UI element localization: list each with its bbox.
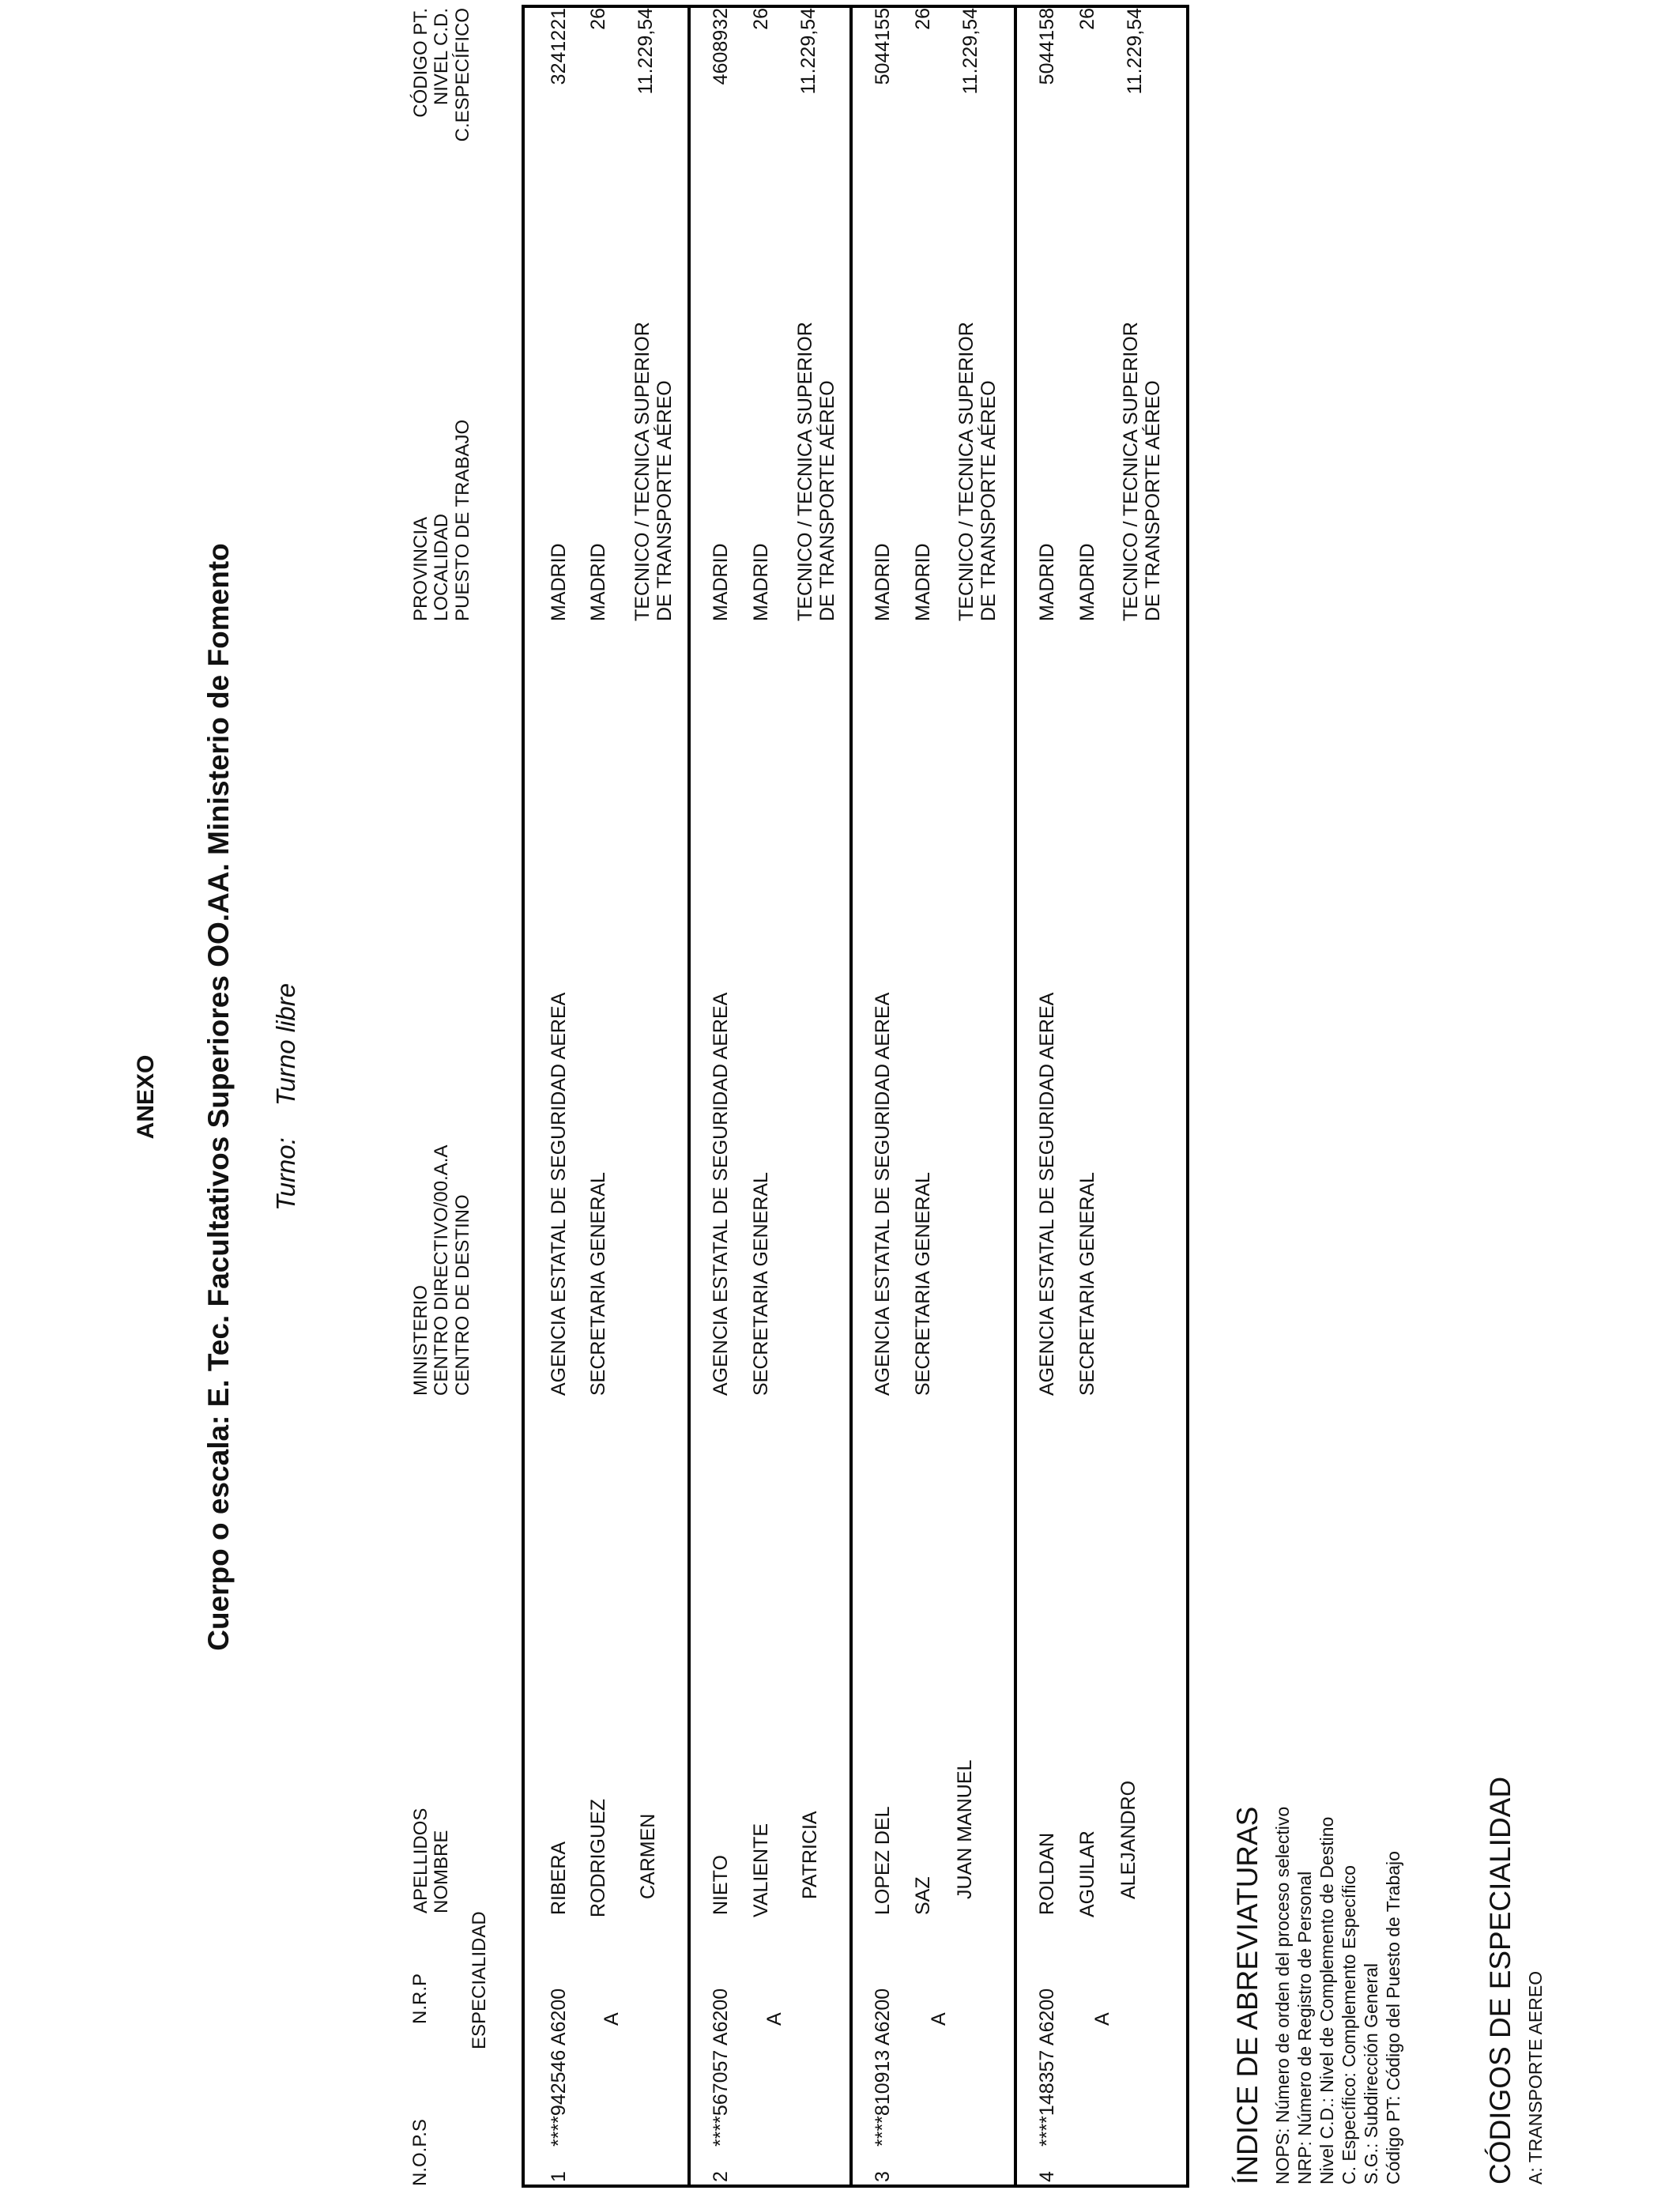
- cell-c-especifico: 11.229,54: [797, 8, 819, 95]
- cell-provincia: MADRID: [1036, 543, 1058, 621]
- cell-especialidad: A: [1091, 2012, 1113, 2026]
- cell-provincia: MADRID: [548, 543, 570, 621]
- abbreviation-item: Nivel C.D.: Nivel de Complemento de Destino: [1317, 1816, 1337, 2185]
- cell-nops: 4: [1036, 2171, 1058, 2182]
- cell-c-especifico: 11.229,54: [1124, 8, 1146, 95]
- turno-value: Turno libre: [271, 982, 300, 1106]
- cell-centro: SECRETARIA GENERAL: [587, 1172, 609, 1396]
- cell-c-especifico: 11.229,54: [959, 8, 981, 95]
- cell-localidad: MADRID: [1076, 543, 1098, 621]
- turno-label: Turno:: [271, 1137, 300, 1212]
- cell-codigo-pt: 5044158: [1036, 8, 1058, 85]
- cell-centro: SECRETARIA GENERAL: [912, 1172, 934, 1396]
- cell-nivel-cd: 26: [587, 8, 609, 30]
- cell-nrp: ****567057 A6200: [710, 1988, 732, 2147]
- cell-ministerio: AGENCIA ESTATAL DE SEGURIDAD AEREA: [872, 992, 894, 1396]
- cell-ministerio: AGENCIA ESTATAL DE SEGURIDAD AEREA: [548, 992, 570, 1396]
- cell-nombre: CARMEN: [637, 1813, 659, 1899]
- cell-nombre: JUAN MANUEL: [954, 1759, 976, 1899]
- col-header-provincia: PROVINCIA LOCALIDAD PUESTO DE TRABAJO: [410, 419, 473, 621]
- cell-codigo-pt: 3241221: [548, 8, 570, 85]
- col-header-codigo: CÓDIGO PT. NIVEL C.D. C.ESPECÍFICO: [410, 8, 473, 142]
- cell-especialidad: A: [763, 2012, 785, 2026]
- cell-centro: SECRETARIA GENERAL: [750, 1172, 772, 1396]
- col-header-especialidad: ESPECIALIDAD: [469, 1911, 490, 2049]
- cell-nops: 3: [872, 2171, 894, 2182]
- cell-especialidad: A: [928, 2012, 950, 2026]
- col-header-ministerio: MINISTERIO CENTRO DIRECTIVO/00.A.A CENTRO DE DESTINO: [410, 1144, 473, 1396]
- cell-nrp: ****942546 A6200: [548, 1988, 570, 2147]
- cell-nombre: PATRICIA: [799, 1811, 821, 1899]
- specialty-code-item: A: TRANSPORTE AEREO: [1525, 1970, 1546, 2185]
- row-divider: [849, 5, 853, 2188]
- cell-centro: SECRETARIA GENERAL: [1076, 1172, 1098, 1396]
- cell-provincia: MADRID: [710, 543, 732, 621]
- abbreviation-item: S.G.: Subdirección General: [1361, 1963, 1381, 2185]
- cell-puesto: TECNICO / TECNICA SUPERIOR DE TRANSPORTE AÉREO: [955, 322, 1000, 621]
- cell-nivel-cd: 26: [750, 8, 772, 30]
- specialty-codes-title: CÓDIGOS DE ESPECIALIDAD: [1484, 1776, 1516, 2185]
- cell-provincia: MADRID: [872, 543, 894, 621]
- col-header-nrp: N.R.P: [409, 1973, 431, 2024]
- cell-apellido1: ROLDAN: [1036, 1832, 1058, 1915]
- cell-localidad: MADRID: [912, 543, 934, 621]
- cell-apellido1: LOPEZ DEL: [872, 1806, 894, 1915]
- cell-nrp: ****148357 A6200: [1036, 1988, 1058, 2147]
- col-header-nops: N.O.P.S: [409, 2119, 431, 2186]
- cell-nombre: ALEJANDRO: [1117, 1780, 1139, 1899]
- cell-c-especifico: 11.229,54: [635, 8, 657, 95]
- cell-codigo-pt: 4608932: [710, 8, 732, 85]
- cell-apellido2: RODRIGUEZ: [587, 1799, 609, 1917]
- cell-nops: 2: [710, 2171, 732, 2182]
- cell-puesto: TECNICO / TECNICA SUPERIOR DE TRANSPORTE AÉREO: [1120, 322, 1164, 621]
- page-title: ANEXO: [133, 1054, 159, 1140]
- cell-apellido1: RIBERA: [548, 1841, 570, 1915]
- abbreviation-item: NOPS: Número de orden del proceso selectivo: [1272, 1806, 1293, 2185]
- cell-nops: 1: [548, 2171, 570, 2182]
- cell-apellido2: AGUILAR: [1076, 1830, 1098, 1917]
- cell-nrp: ****810913 A6200: [872, 1988, 894, 2147]
- abbreviation-item: NRP: Número de Registro de Personal: [1294, 1871, 1315, 2185]
- cell-apellido1: NIETO: [710, 1855, 732, 1915]
- cell-puesto: TECNICO / TECNICA SUPERIOR DE TRANSPORTE AÉREO: [794, 322, 838, 621]
- cell-puesto: TECNICO / TECNICA SUPERIOR DE TRANSPORTE AÉREO: [631, 322, 676, 621]
- cell-apellido2: VALIENTE: [750, 1823, 772, 1917]
- turno-line: [273, 0, 299, 2194]
- abbreviation-item: C. Específico: Complemento Específico: [1339, 1865, 1359, 2185]
- abbreviations-title: ÍNDICE DE ABREVIATURAS: [1231, 1806, 1264, 2185]
- cell-apellido2: SAZ: [912, 1876, 934, 1915]
- cell-codigo-pt: 5044155: [872, 8, 894, 85]
- cell-nivel-cd: 26: [912, 8, 934, 30]
- cell-localidad: MADRID: [750, 543, 772, 621]
- cell-localidad: MADRID: [587, 543, 609, 621]
- page-subtitle: Cuerpo o escala: E. Tec. Facultativos Superiores OO.AA. Ministerio de Fomento: [202, 543, 235, 1651]
- cell-ministerio: AGENCIA ESTATAL DE SEGURIDAD AEREA: [710, 992, 732, 1396]
- cell-ministerio: AGENCIA ESTATAL DE SEGURIDAD AEREA: [1036, 992, 1058, 1396]
- row-divider: [1014, 5, 1017, 2188]
- row-divider: [687, 5, 691, 2188]
- cell-especialidad: A: [601, 2012, 623, 2026]
- abbreviation-item: Código PT: Código del Puesto de Trabajo: [1383, 1851, 1403, 2185]
- col-header-apellidos-nombre: APELLIDOS NOMBRE: [410, 1808, 453, 1913]
- cell-nivel-cd: 26: [1076, 8, 1098, 30]
